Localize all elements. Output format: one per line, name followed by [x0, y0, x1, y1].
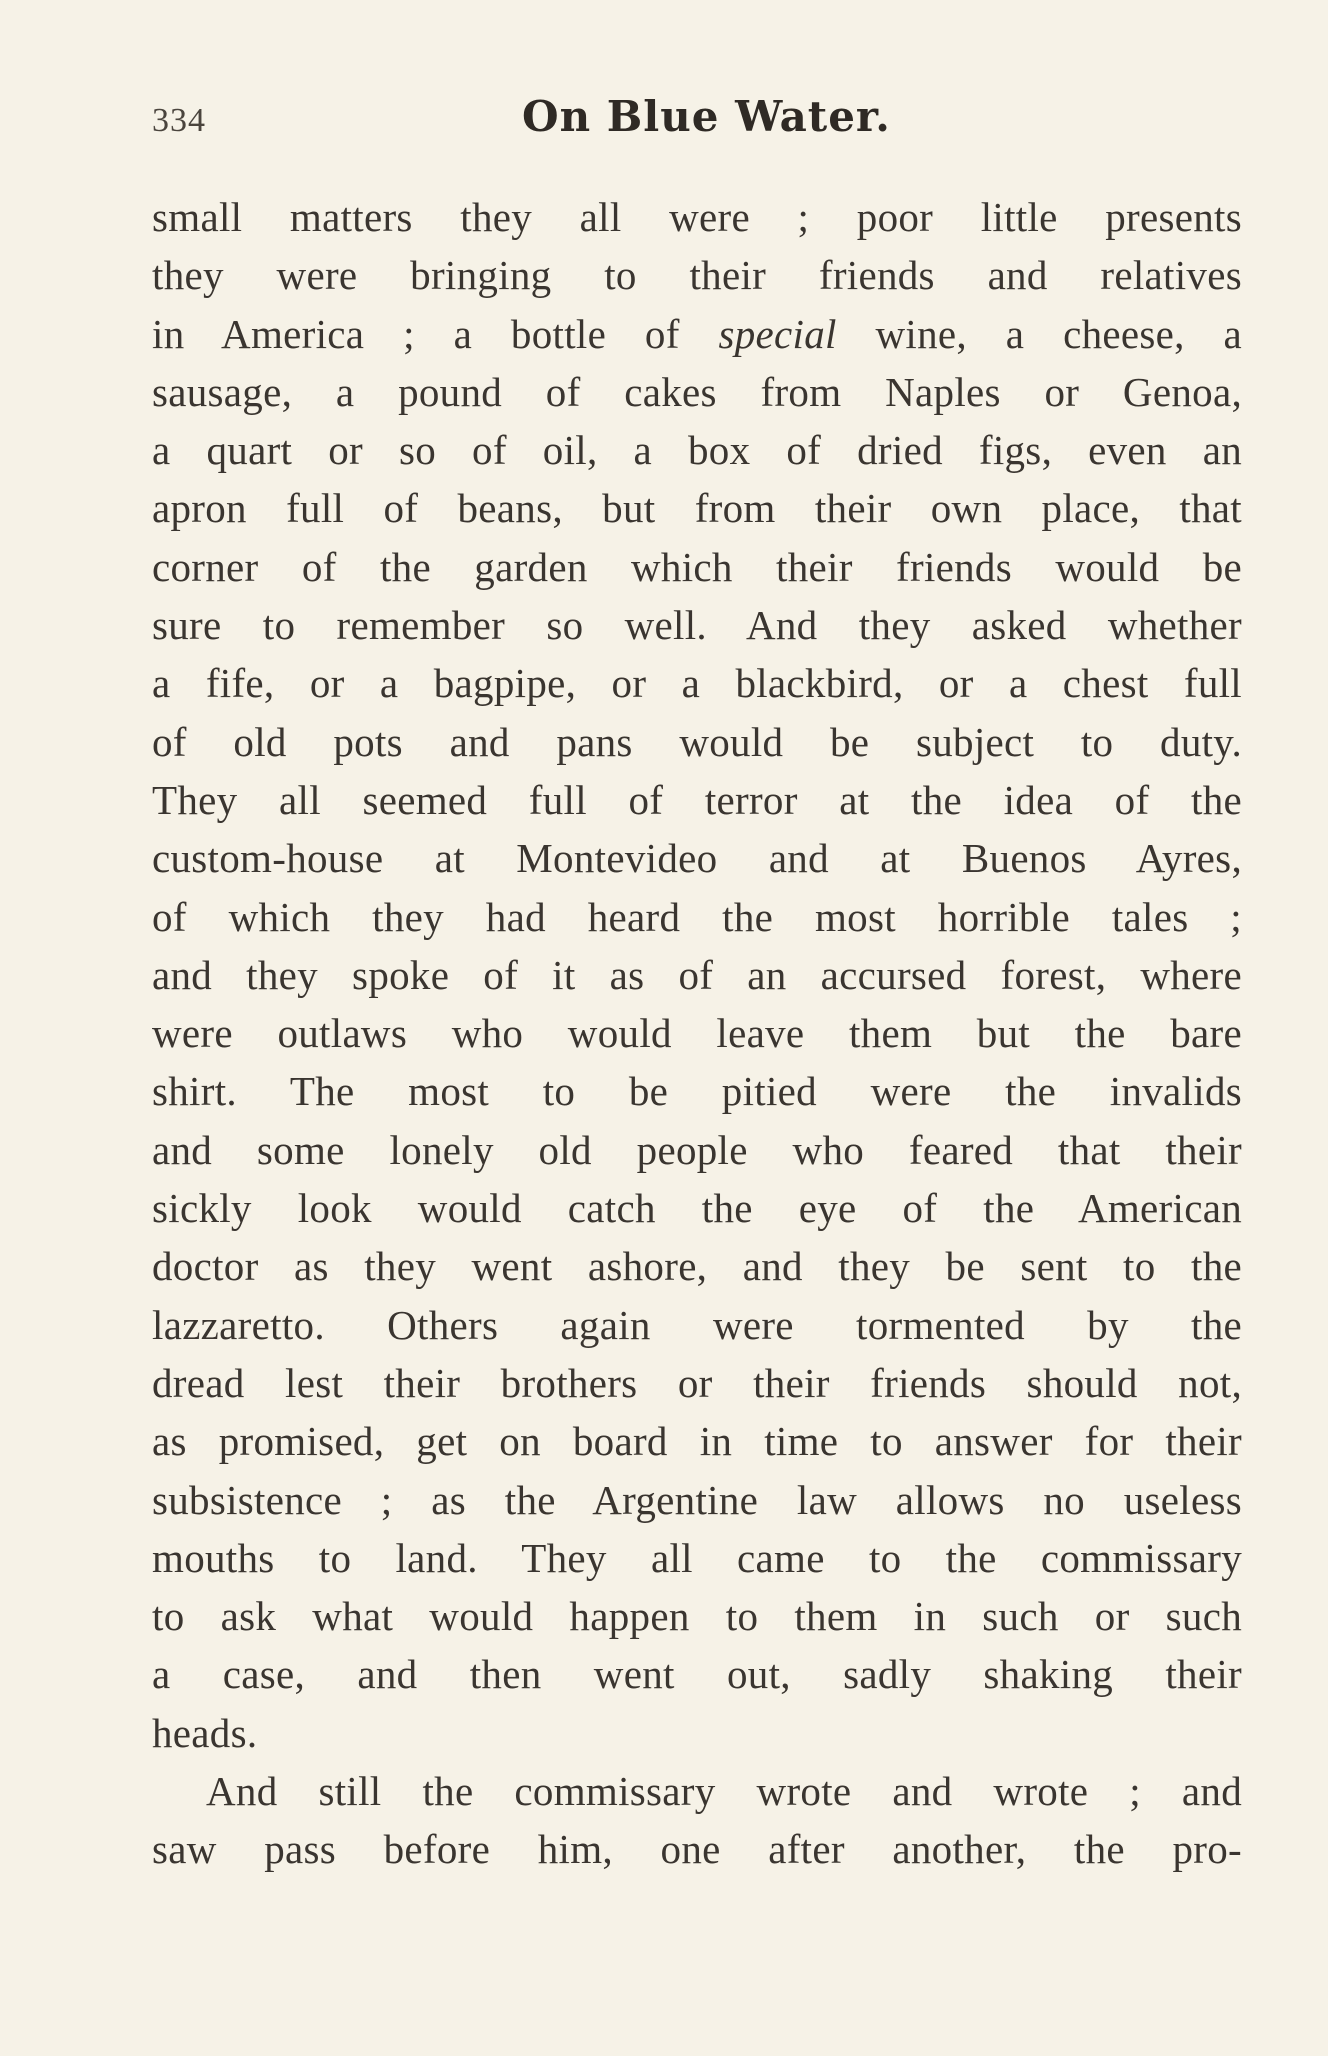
text-line: dread lest their brothers or their friends should not,: [152, 1359, 1242, 1406]
text-line-with-italic: [152, 305, 1242, 363]
text-line: were outlaws who would leave them but the bare: [152, 1010, 1242, 1057]
text-segment: wine, a cheese, a: [836, 310, 1242, 357]
text-line: to ask what would happen to them in such or such: [152, 1593, 1242, 1640]
text-line: of which they had heard the most horrible tales ;: [152, 893, 1242, 940]
page-header: [152, 92, 1242, 152]
text-line: a quart or so of oil, a box of dried figs, even an: [152, 427, 1242, 474]
text-line: sure to remember so well. And they asked whether: [152, 602, 1242, 649]
text-line: a case, and then went out, sadly shaking their: [152, 1651, 1242, 1698]
text-line: lazzaretto. Others again were tormented by the: [152, 1301, 1242, 1348]
text-line: saw pass before him, one after another, the pro-: [152, 1826, 1242, 1873]
text-line: as promised, get on board in time to answer for their: [152, 1418, 1242, 1465]
text-line: a fife, or a bagpipe, or a blackbird, or a chest full: [152, 660, 1242, 707]
text-line: small matters they all were ; poor little presents: [152, 194, 1242, 240]
text-line: shirt. The most to be pitied were the invalids: [152, 1068, 1242, 1115]
text-line: they were bringing to their friends and relatives: [152, 252, 1242, 299]
page-number: 334: [152, 102, 206, 139]
paragraph-start-line: And still the commissary wrote and wrote ; and: [206, 1768, 1242, 1815]
text-line: They all seemed full of terror at the idea of the: [152, 776, 1242, 823]
text-line: and they spoke of it as of an accursed forest, where: [152, 951, 1242, 998]
text-line: subsistence ; as the Argentine law allows no useless: [152, 1476, 1242, 1523]
text-segment: in America ; a bottle of: [152, 310, 719, 357]
text-line: custom-house at Montevideo and at Buenos Ayres,: [152, 835, 1242, 882]
body-text: [152, 188, 1242, 1879]
text-line: doctor as they went ashore, and they be sent to the: [152, 1243, 1242, 1290]
paragraph-end-line: heads.: [152, 1709, 258, 1756]
text-line: corner of the garden which their friends would be: [152, 543, 1242, 590]
text-line: of old pots and pans would be subject to duty.: [152, 718, 1242, 765]
text-line: apron full of beans, but from their own place, that: [152, 485, 1242, 532]
text-line: and some lonely old people who feared that their: [152, 1126, 1242, 1173]
running-title: On Blue Water.: [522, 92, 891, 141]
text-line: sickly look would catch the eye of the American: [152, 1185, 1242, 1232]
text-line: sausage, a pound of cakes from Naples or Genoa,: [152, 368, 1242, 415]
text-line: mouths to land. They all came to the commissary: [152, 1534, 1242, 1581]
italic-word: special: [718, 310, 837, 357]
